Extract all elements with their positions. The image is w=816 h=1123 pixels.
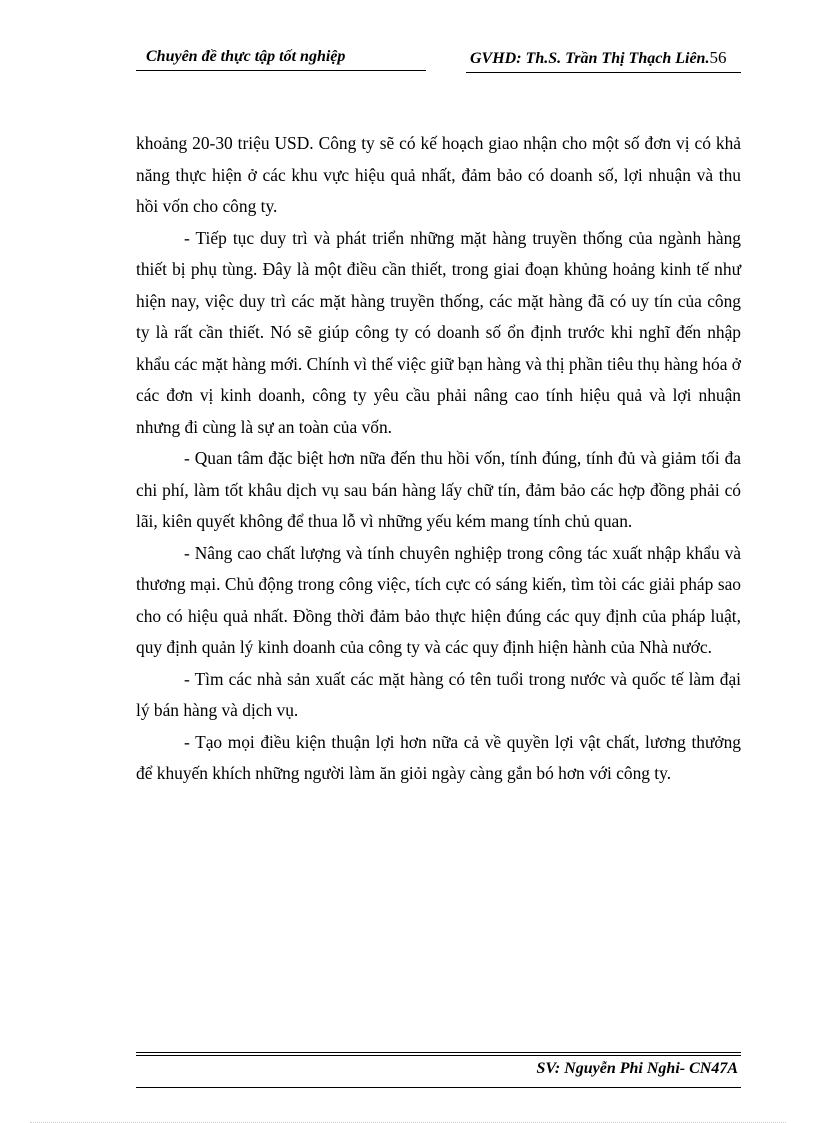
- document-body: [136, 128, 741, 790]
- header-supervisor: [466, 48, 741, 73]
- page-number: 56: [709, 48, 727, 67]
- footer-underline: [136, 1087, 741, 1088]
- supervisor-name: GVHD: Th.S. Trần Thị Thạch Liên.: [470, 50, 710, 67]
- paragraph-agents: - Tìm các nhà sản xuất các mặt hàng có tên tuổi trong nước và quốc tế làm đại lý bán hàng và dịch vụ.: [136, 668, 741, 720]
- header-title: Chuyên đề thực tập tốt nghiệp: [136, 48, 426, 71]
- paragraph-capital-recovery: - Quan tâm đặc biệt hơn nữa đến thu hồi vốn, tính đúng, tính đủ và giảm tối đa chi phí, làm tốt khâu dịch vụ sau bán hàng lấy chữ tín, đảm bảo các hợp đồng phải có lãi, kiên quyết không để thua lỗ vì những yếu kém mang tính chủ quan.: [136, 448, 741, 531]
- footer-divider: [136, 1052, 741, 1053]
- footer-student: SV: Nguyễn Phi Nghi- CN47A: [536, 1060, 738, 1077]
- footer-divider-double: [136, 1055, 741, 1056]
- paragraph-incentives: - Tạo mọi điều kiện thuận lợi hơn nữa cả về quyền lợi vật chất, lương thưởng để khuyến khích những người làm ăn giỏi ngày càng gắn bó hơn với công ty.: [136, 731, 741, 783]
- paragraph-traditional-products: - Tiếp tục duy trì và phát triển những mặt hàng truyền thống của ngành hàng thiết bị phụ tùng. Đây là một điều cần thiết, trong giai đoạn khủng hoảng kinh tế như hiện nay, việc duy trì các mặt hàng truyền thống, các mặt hàng đã có uy tín của công ty là rất cần thiết. Nó sẽ giúp công ty có doanh số ổn định trước khi nghĩ đến nhập khẩu các mặt hàng mới. Chính vì thế việc giữ bạn hàng và thị phần tiêu thụ hàng hóa ở các đơn vị kinh doanh, công ty yêu cầu phải nâng cao tính hiệu quả và lợi nhuận nhưng đi cùng là sự an toàn của vốn.: [136, 227, 741, 437]
- paragraph-continuation: khoảng 20-30 triệu USD. Công ty sẽ có kế hoạch giao nhận cho một số đơn vị có khả năng thực hiện ở các khu vực hiệu quả nhất, đảm bảo có doanh số, lợi nhuận và thu hồi vốn cho công ty.: [136, 133, 741, 216]
- paragraph-professionalism: - Nâng cao chất lượng và tính chuyên nghiệp trong công tác xuất nhập khẩu và thương mại. Chủ động trong công việc, tích cực có sáng kiến, tìm tòi các giải pháp sao cho có hiệu quả nhất. Đồng thời đảm bảo thực hiện đúng các quy định của pháp luật, quy định quản lý kinh doanh của công ty và các quy định hiện hành của Nhà nước.: [136, 542, 741, 657]
